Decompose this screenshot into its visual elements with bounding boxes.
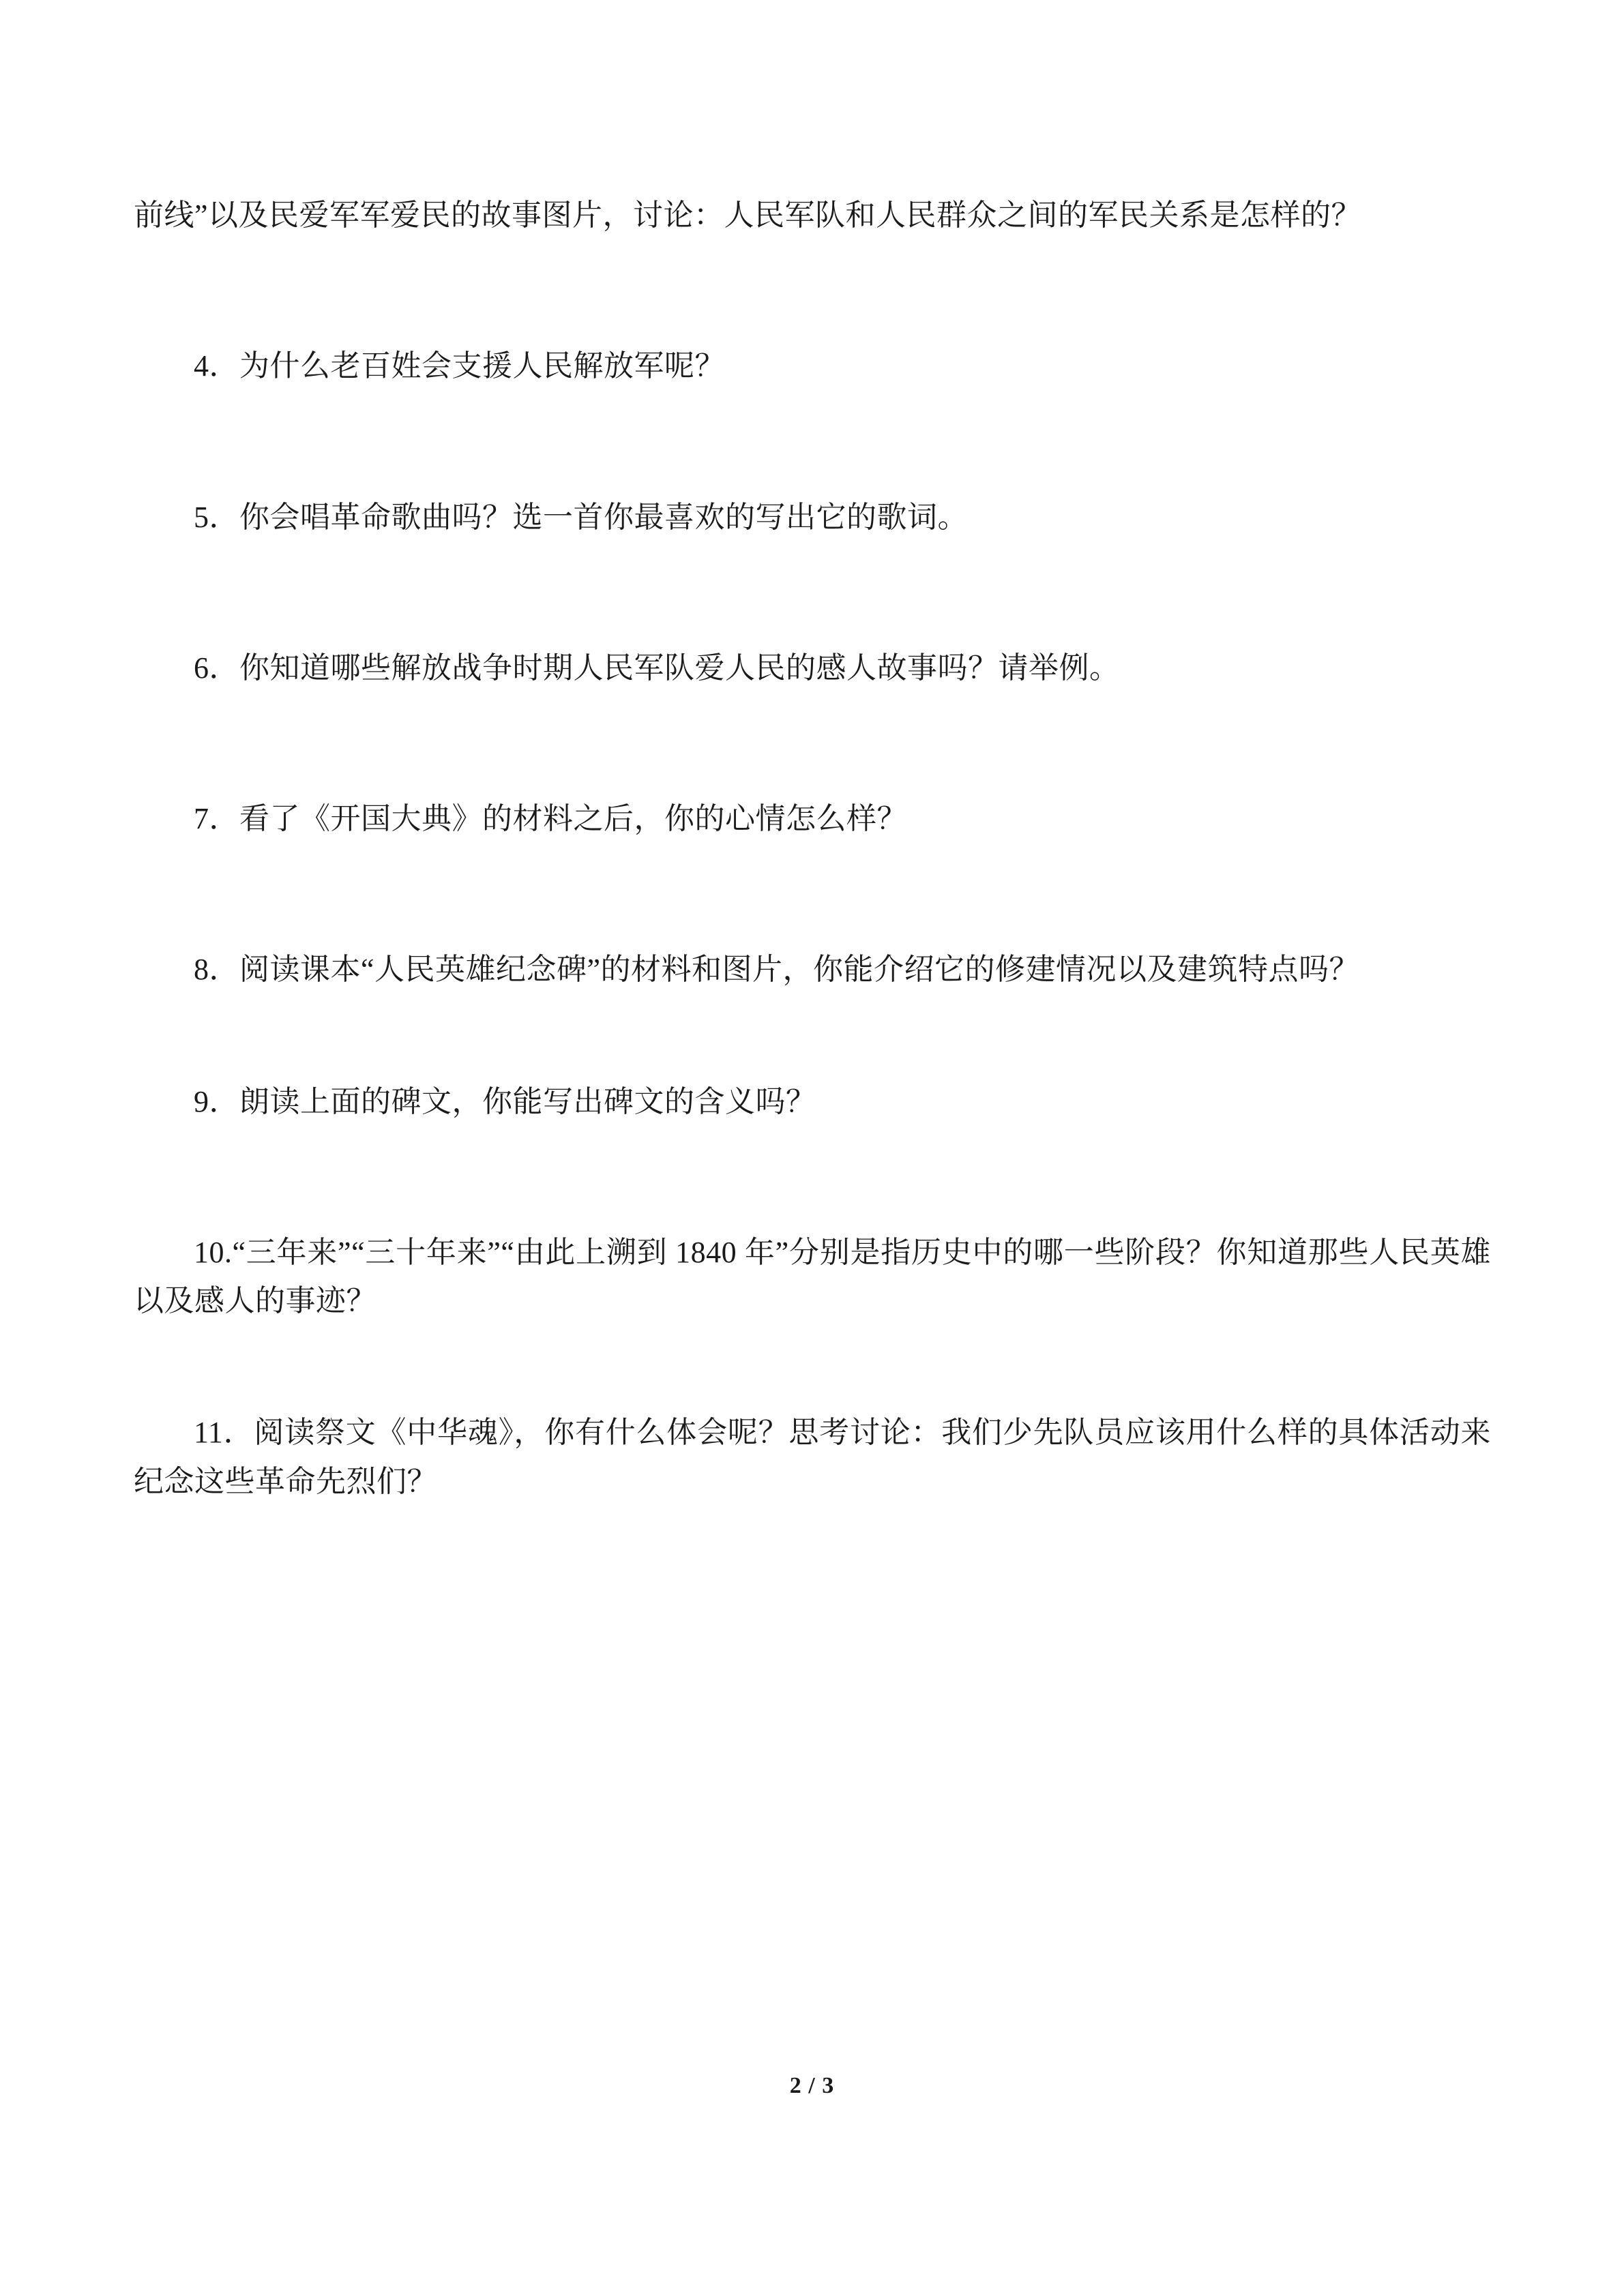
paragraph-spacer	[134, 994, 1491, 1077]
paragraph-spacer	[134, 239, 1491, 342]
question-item-4: 4．为什么老百姓会支援人民解放军呢？	[194, 349, 725, 383]
question-item-7: 7．看了《开国大典》的材料之后，你的心情怎么样？	[194, 802, 907, 836]
question-item-6: 6．你知道哪些解放战争时期人民军队爱人民的感人故事吗？请举例。	[194, 651, 1120, 685]
paragraph-intro: 前线”以及民爱军军爱民的故事图片，讨论：人民军队和人民群众之间的军民关系是怎样的？	[134, 198, 1362, 232]
paragraph-spacer	[134, 391, 1491, 493]
question-item-8: 8．阅读课本“人民英雄纪念碑”的材料和图片，你能介绍它的修建情况以及建筑特点吗？	[194, 953, 1360, 987]
paragraph-spacer	[134, 1325, 1491, 1408]
paragraph-spacer	[134, 1126, 1491, 1228]
paragraph-spacer	[134, 541, 1491, 644]
document-body	[134, 191, 1491, 1506]
paragraph-spacer	[134, 843, 1491, 945]
page-number: 2 / 3	[789, 2073, 835, 2098]
question-item-10: 10.“三年来”“三十年来”“由此上溯到 1840 年”分别是指历史中的哪一些阶段？你知道那些人民英雄以及感人的事迹？	[134, 1235, 1491, 1318]
paragraph-spacer	[134, 692, 1491, 794]
question-item-5: 5．你会唱革命歌曲吗？选一首你最喜欢的写出它的歌词。	[194, 500, 968, 534]
question-item-11: 11．阅读祭文《中华魂》，你有什么体会呢？思考讨论：我们少先队员应该用什么样的具体活动来纪念这些革命先烈们？	[134, 1416, 1491, 1498]
question-item-9: 9．朗读上面的碑文，你能写出碑文的含义吗？	[194, 1084, 816, 1118]
